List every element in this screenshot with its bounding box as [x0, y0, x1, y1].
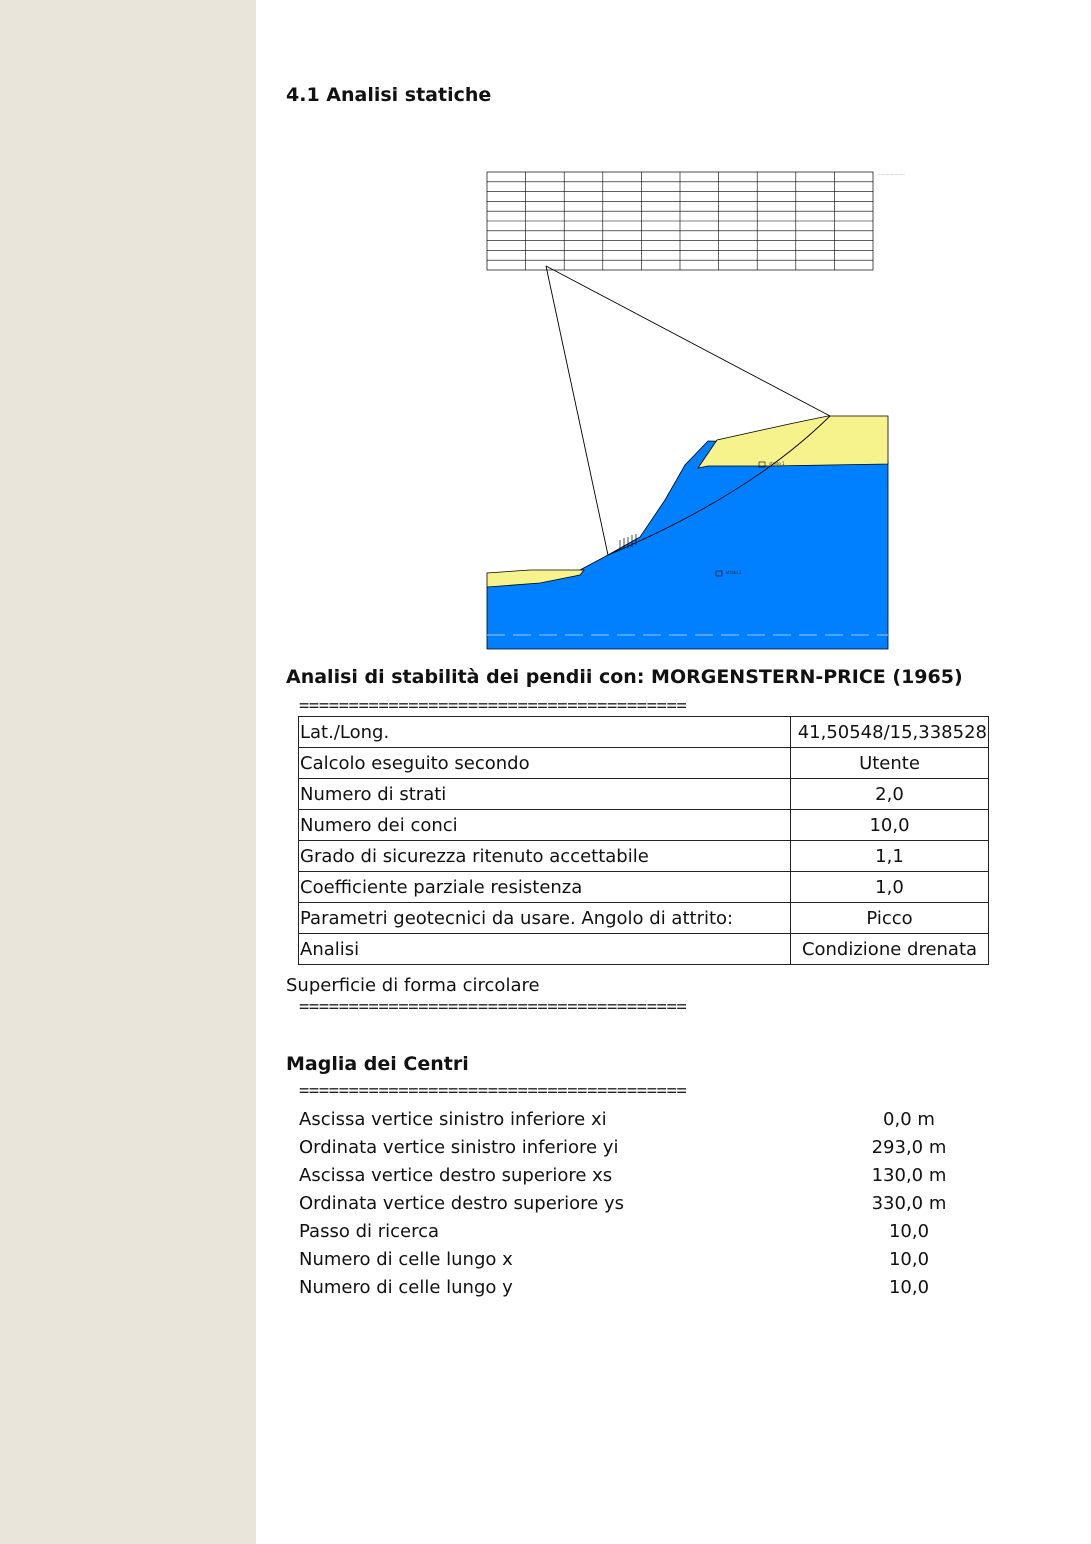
surface-type-text: Superficie di forma circolare: [286, 975, 540, 996]
list-item: Numero di celle lungo x 10,0: [299, 1249, 930, 1270]
radius-line-left: [546, 266, 608, 555]
mesh-separator: =======================================: [299, 1081, 687, 1101]
table-row: Parametri geotecnici da usare. Angolo di attrito: Picco: [299, 903, 989, 934]
mesh-title: Maglia dei Centri: [286, 1053, 469, 1075]
page-margin-band: [0, 0, 256, 1544]
list-item: Ascissa vertice sinistro inferiore xi 0,0 m: [299, 1109, 935, 1130]
table-row: Grado di sicurezza ritenuto accettabile 1,1: [299, 841, 989, 872]
list-item: Ascissa vertice destro superiore xs 130,0 m: [299, 1165, 947, 1186]
grid-caption: ·····················: [878, 172, 905, 177]
table-row: Numero dei conci 10,0: [299, 810, 989, 841]
svg-text:strato 2: strato 2: [726, 570, 742, 575]
svg-text:strato 1: strato 1: [769, 461, 785, 466]
upper-layer-top: [698, 416, 888, 468]
table-row: Calcolo eseguito secondo Utente: [299, 748, 989, 779]
slope-stability-figure: [480, 165, 980, 655]
separator-bottom: =======================================: [299, 997, 687, 1017]
analysis-parameters-table: [298, 716, 989, 965]
table-row: Coefficiente parziale resistenza 1,0: [299, 872, 989, 903]
table-row: Lat./Long. 41,50548/15,338528: [299, 717, 989, 748]
list-item: Numero di celle lungo y 10,0: [299, 1277, 930, 1298]
list-item: Ordinata vertice destro superiore ys 330,0 m: [299, 1193, 947, 1214]
analysis-title: Analisi di stabilità dei pendii con: MORGENSTERN-PRICE (1965): [286, 666, 963, 688]
radius-line-right: [546, 266, 830, 416]
table-row: Numero di strati 2,0: [299, 779, 989, 810]
list-item: Ordinata vertice sinistro inferiore yi 293,0 m: [299, 1137, 947, 1158]
list-item: Passo di ricerca 10,0: [299, 1221, 930, 1242]
table-row: Analisi Condizione drenata: [299, 934, 989, 965]
section-title: 4.1 Analisi statiche: [286, 84, 492, 106]
separator-top: =======================================: [299, 696, 687, 716]
lower-layer: [487, 441, 888, 649]
mesh-parameters-list: [299, 1106, 999, 1302]
